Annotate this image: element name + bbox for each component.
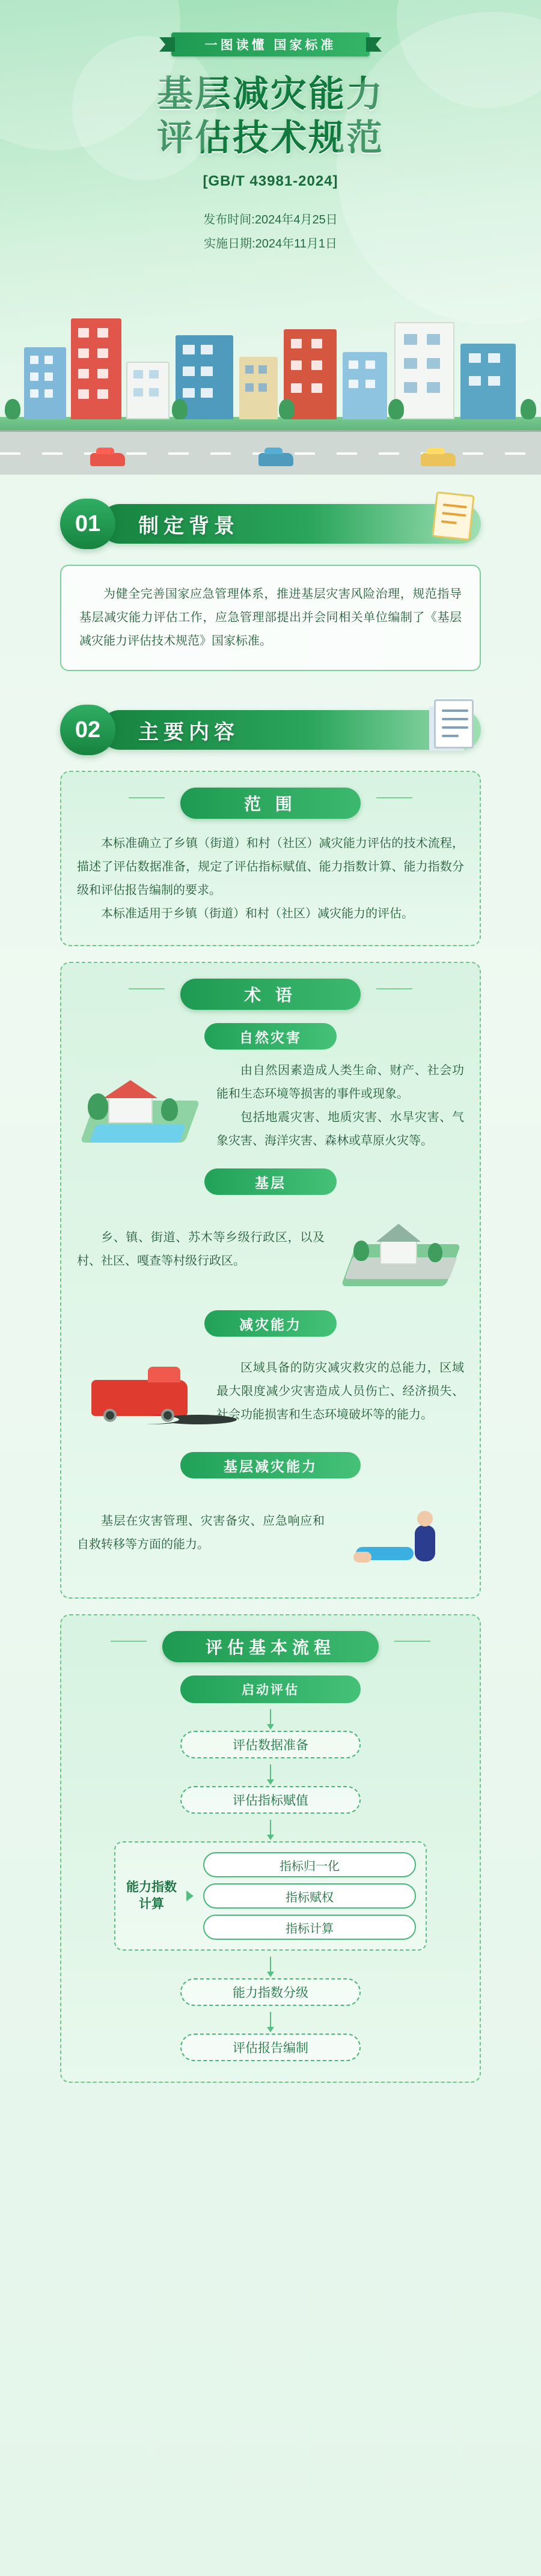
term-item	[77, 1310, 464, 1436]
tree-icon	[5, 399, 20, 419]
effective-date: 实施日期:2024年11月1日	[204, 237, 337, 251]
flow-node-grading: 能力指数分级	[180, 1978, 361, 2006]
car-icon	[90, 453, 125, 466]
publish-date: 发布时间:2024年4月25日	[203, 213, 338, 227]
section-title-bar	[100, 504, 481, 544]
term-text	[216, 1059, 464, 1153]
flow-arrow	[270, 1709, 271, 1725]
caret-right-icon	[186, 1891, 195, 1901]
city-illustration	[0, 294, 541, 475]
term-text	[77, 1226, 325, 1273]
term-item	[77, 1452, 464, 1578]
flow-node-calculation: 指标计算	[203, 1915, 416, 1940]
term-row	[77, 1488, 464, 1578]
flow-node-report: 评估报告编制	[180, 2034, 361, 2061]
village-icon	[338, 1204, 464, 1295]
section-title: 制定背景	[138, 514, 239, 538]
flow-node-indicator-value: 评估指标赋值	[180, 1786, 361, 1814]
scope-title: 范 围	[180, 788, 361, 819]
tree-icon	[279, 399, 295, 419]
flow-title: 评估基本流程	[162, 1631, 379, 1662]
building	[24, 347, 66, 419]
section-header-01	[60, 499, 481, 549]
term-item	[77, 1023, 464, 1153]
term-paragraph-2: 包括地震灾害、地质灾害、水旱灾害、气象灾害、海洋灾害、森林或草原火灾等。	[216, 1111, 464, 1147]
car-icon	[258, 453, 293, 466]
tree-icon	[388, 399, 404, 419]
building	[71, 318, 121, 419]
scope-panel	[60, 771, 481, 946]
term-paragraph-1: 乡、镇、街道、苏木等乡级行政区，以及村、社区、嘎查等村级行政区。	[77, 1231, 325, 1268]
flow-group-items	[203, 1852, 416, 1940]
term-paragraph-1: 由自然因素造成人类生命、财产、社会功能和生态环境等损害的事件或现象。	[216, 1064, 464, 1101]
building	[343, 352, 387, 419]
flow-group-capacity-index	[114, 1841, 427, 1951]
scope-paragraph-2: 本标准适用于乡镇（街道）和村（社区）减灾能力的评估。	[101, 907, 414, 920]
term-text	[216, 1356, 464, 1427]
building	[239, 357, 278, 419]
terms-title: 术 语	[180, 979, 361, 1010]
flow-arrow	[270, 1820, 271, 1835]
firetruck-icon	[77, 1346, 203, 1436]
rescue-icon	[338, 1488, 464, 1578]
term-row	[77, 1059, 464, 1153]
section-number: 01	[60, 499, 115, 549]
car-icon	[421, 453, 456, 466]
house-flood-icon	[77, 1061, 203, 1151]
decor-blob	[72, 36, 216, 180]
term-paragraph-1: 区域具备的防灾减灾救灾的总能力，区域最大限度减少灾害造成人员伤亡、经济损失、社会功能损害和生态环境破坏等的能力。	[216, 1361, 464, 1421]
page-title-line1: 基层减灾能力	[157, 74, 384, 114]
flow-node-normalization: 指标归一化	[203, 1852, 416, 1877]
term-row	[77, 1204, 464, 1295]
scope-paragraph-1: 本标准确立了乡镇（街道）和村（社区）减灾能力评估的技术流程，描述了评估数据准备，规定了评估指标赋值、能力指数计算、能力指数分级和评估报告编制的要求。	[77, 837, 464, 897]
section-number: 02	[60, 705, 115, 755]
term-paragraph-1: 基层在灾害管理、灾害备灾、应急响应和自救转移等方面的能力。	[77, 1514, 325, 1551]
section-header-02	[60, 705, 481, 755]
flow-arrow	[270, 1957, 271, 1972]
terms-panel	[60, 962, 481, 1599]
standard-code: [GB/T 43981-2024]	[203, 173, 338, 190]
flow-arrow	[270, 2012, 271, 2028]
document-icon	[434, 699, 484, 755]
hero-ribbon	[171, 32, 370, 56]
tree-icon	[521, 399, 536, 419]
flow-panel	[60, 1614, 481, 2083]
tree-icon	[172, 399, 188, 419]
term-name: 自然灾害	[204, 1023, 337, 1050]
term-text	[77, 1510, 325, 1557]
hero-section	[0, 0, 541, 475]
term-name: 基层减灾能力	[180, 1452, 361, 1478]
hero-ribbon-label: 一图读懂 国家标准	[204, 38, 337, 52]
flow-node-weighting: 指标赋权	[203, 1883, 416, 1909]
flow-group-label: 能力指数计算	[126, 1880, 177, 1911]
decor-blob	[337, 12, 541, 324]
flow-node-data-prep: 评估数据准备	[180, 1731, 361, 1758]
flow-start-node: 启动评估	[180, 1675, 361, 1703]
section-title: 主要内容	[138, 720, 239, 744]
building	[126, 362, 170, 419]
scope-body	[77, 832, 464, 926]
page-title-line2: 评估技术规范	[157, 118, 384, 159]
flow-arrow	[270, 1764, 271, 1780]
background-card	[60, 565, 481, 671]
building	[460, 344, 516, 419]
term-name: 减灾能力	[204, 1310, 337, 1337]
term-row	[77, 1346, 464, 1436]
page-bottom-spacer	[0, 2083, 541, 2119]
term-item	[77, 1168, 464, 1295]
term-name: 基层	[204, 1168, 337, 1195]
section-title-bar	[100, 710, 481, 750]
notepad-icon	[434, 493, 484, 548]
background-text: 为健全完善国家应急管理体系，推进基层灾害风险治理，规范指导基层减灾能力评估工作，应急管理部提出并会同相关单位编制了《基层减灾能力评估技术规范》国家标准。	[79, 588, 462, 648]
